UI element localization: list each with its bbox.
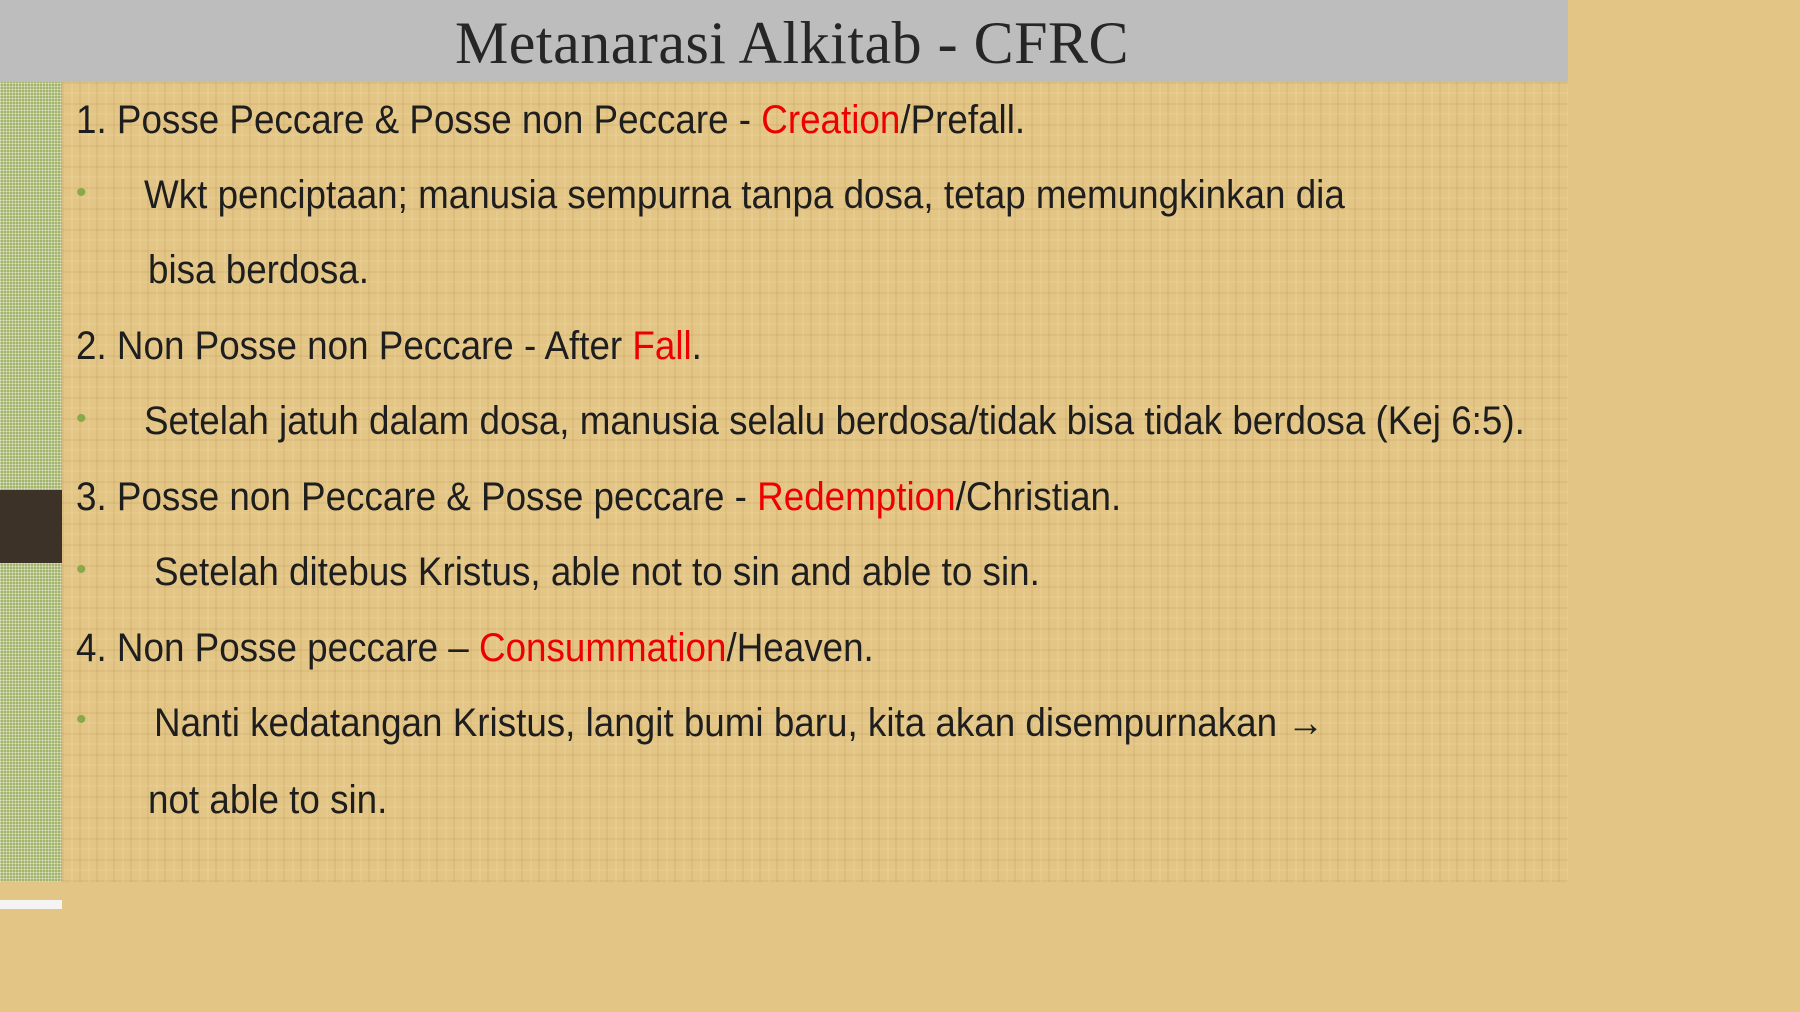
left-decorative-strip xyxy=(0,82,62,882)
heading-highlight: Creation xyxy=(761,98,901,142)
strip-white-line xyxy=(0,900,62,909)
bullet-item-2-line-1: Setelah jatuh dalam dosa, manusia selalu berdosa/tidak bisa tidak berdosa (Kej 6:5). xyxy=(144,399,1525,443)
heading-prefix: 3. Posse non Peccare & Posse peccare - xyxy=(76,475,758,519)
slide-content xyxy=(62,82,1568,882)
bullet-item-1-line-2: bisa berdosa. xyxy=(148,248,369,292)
bullet-dot-icon: • xyxy=(76,703,87,736)
heading-highlight: Redemption xyxy=(757,475,956,519)
slide-title: Metanarasi Alkitab - CFRC xyxy=(454,10,1130,76)
heading-item-4 xyxy=(76,624,874,672)
heading-item-2 xyxy=(76,322,702,370)
bullet-item-1-line-1: Wkt penciptaan; manusia sempurna tanpa dosa, tetap memungkinkan dia xyxy=(144,173,1345,217)
bullet-dot-icon: • xyxy=(76,553,87,586)
heading-highlight: Fall xyxy=(632,324,692,368)
heading-highlight: Consummation xyxy=(478,626,727,670)
heading-item-1 xyxy=(76,96,1025,144)
title-bar xyxy=(0,0,1568,82)
bullet-dot-icon: • xyxy=(76,176,87,209)
heading-suffix: /Prefall. xyxy=(900,98,1026,142)
bullet-dot-icon: • xyxy=(76,402,87,435)
heading-prefix: 1. Posse Peccare & Posse non Peccare - xyxy=(76,98,762,142)
heading-item-3 xyxy=(76,473,1121,521)
heading-prefix: 4. Non Posse peccare – xyxy=(76,626,479,670)
bullet-item-4-line-2: not able to sin. xyxy=(148,778,388,822)
heading-suffix: /Heaven. xyxy=(726,626,874,670)
bullet-item-3-line-1: Setelah ditebus Kristus, able not to sin and able to sin. xyxy=(154,550,1040,594)
bullet-item-4-line-1: Nanti kedatangan Kristus, langit bumi baru, kita akan disempurnakan → xyxy=(154,701,1325,745)
heading-prefix: 2. Non Posse non Peccare - After xyxy=(76,324,633,368)
heading-suffix: /Christian. xyxy=(955,475,1122,519)
heading-suffix: . xyxy=(691,324,702,368)
strip-dark-block xyxy=(0,490,62,563)
